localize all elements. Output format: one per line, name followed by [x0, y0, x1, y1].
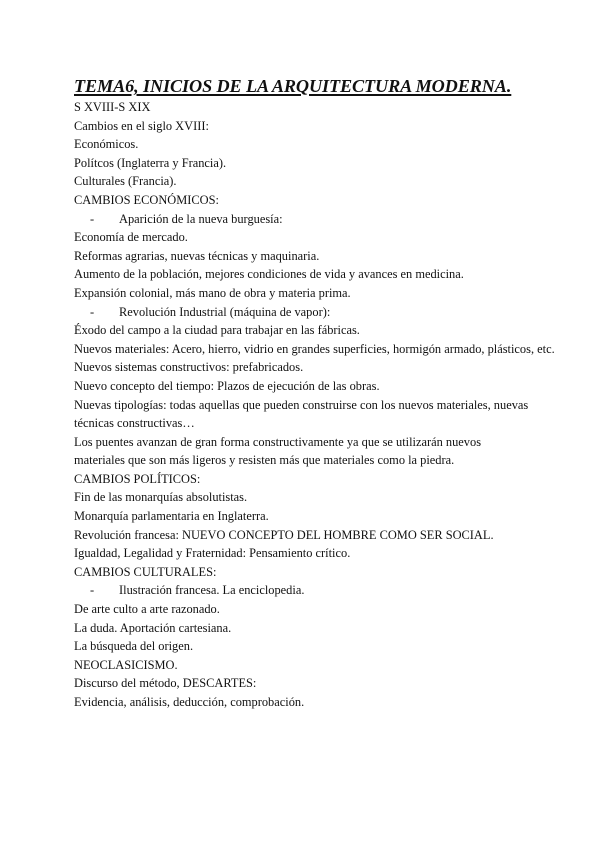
line-text: NEOCLASICISMO.	[74, 657, 178, 672]
line-text: Éxodo del campo a la ciudad para trabajar en las fábricas.	[74, 323, 360, 338]
bullet-dash: -	[90, 583, 95, 598]
text-line	[74, 154, 534, 173]
text-line	[74, 358, 534, 377]
document-title: TEMA6, INICIOS DE LA ARQUITECTURA MODERNA.	[74, 76, 512, 96]
line-text: Cambios en el siglo XVIII:	[74, 118, 209, 133]
line-text: Reformas agrarias, nuevas técnicas y maquinaria.	[74, 248, 320, 263]
line-text: Expansión colonial, más mano de obra y materia prima.	[74, 285, 351, 300]
text-line	[74, 693, 534, 712]
line-text: Discurso del método, DESCARTES:	[74, 676, 257, 691]
text-line	[74, 563, 534, 582]
text-line	[74, 98, 534, 117]
text-line	[74, 135, 534, 154]
text-line	[74, 396, 534, 433]
text-line	[74, 247, 534, 266]
line-text: Ilustración francesa. La enciclopedia.	[119, 583, 305, 598]
text-line	[74, 228, 534, 247]
text-line	[74, 321, 534, 340]
line-text: Aparición de la nueva burguesía:	[119, 211, 283, 226]
text-line	[74, 507, 534, 526]
text-line	[74, 674, 534, 693]
line-text: Nuevos sistemas constructivos: prefabricados.	[74, 360, 304, 375]
text-line	[74, 656, 534, 675]
line-text: Los puentes avanzan de gran forma constructivamente ya que se utilizarán nuevos materiales que son más ligeros y resisten más que materiales como la piedra.	[74, 434, 482, 468]
bullet-dash: -	[90, 304, 95, 319]
line-text: Monarquía parlamentaria en Inglaterra.	[74, 509, 269, 524]
document-body	[74, 98, 555, 712]
line-text: Nuevas tipologías: todas aquellas que pueden construirse con los nuevos materiales, nuevas técnicas constructivas…	[74, 397, 529, 431]
line-text: Economía de mercado.	[74, 230, 188, 245]
bullet-item	[74, 210, 534, 229]
line-text: La duda. Aportación cartesiana.	[74, 620, 232, 635]
text-line	[74, 619, 534, 638]
line-text: S XVIII-S XIX	[74, 100, 151, 114]
bullet-item	[74, 581, 534, 600]
line-text: Revolución Industrial (máquina de vapor):	[119, 304, 331, 319]
line-text: Fin de las monarquías absolutistas.	[74, 490, 248, 505]
line-text: De arte culto a arte razonado.	[74, 602, 220, 617]
text-line	[74, 377, 534, 396]
line-text: CAMBIOS POLÍTICOS:	[74, 471, 201, 486]
text-line	[74, 191, 534, 210]
line-text: Nuevos materiales: Acero, hierro, vidrio en grandes superficies, hormigón armado, plásticos, etc.	[74, 341, 555, 356]
bullet-item	[74, 303, 534, 322]
text-line	[74, 488, 534, 507]
text-line	[74, 172, 534, 191]
text-line	[74, 526, 534, 545]
text-line	[74, 470, 534, 489]
line-text: Evidencia, análisis, deducción, comprobación.	[74, 695, 305, 709]
text-line	[74, 265, 534, 284]
line-text: Económicos.	[74, 137, 139, 152]
line-text: CAMBIOS ECONÓMICOS:	[74, 192, 219, 207]
text-line	[74, 284, 534, 303]
text-line	[74, 600, 534, 619]
line-text: La búsqueda del origen.	[74, 639, 194, 654]
text-line	[74, 544, 534, 563]
line-text: Culturales (Francia).	[74, 174, 177, 189]
line-text: Igualdad, Legalidad y Fraternidad: Pensamiento crítico.	[74, 546, 351, 561]
text-line	[74, 433, 534, 470]
line-text: CAMBIOS CULTURALES:	[74, 564, 217, 579]
line-text: Nuevo concepto del tiempo: Plazos de ejecución de las obras.	[74, 378, 380, 393]
text-line	[74, 340, 555, 359]
line-text: Aumento de la población, mejores condiciones de vida y avances en medicina.	[74, 267, 464, 282]
line-text: Revolución francesa: NUEVO CONCEPTO DEL HOMBRE COMO SER SOCIAL.	[74, 527, 494, 542]
line-text: Polítcos (Inglaterra y Francia).	[74, 155, 227, 170]
bullet-dash: -	[90, 211, 95, 226]
text-line	[74, 637, 534, 656]
text-line	[74, 117, 534, 136]
